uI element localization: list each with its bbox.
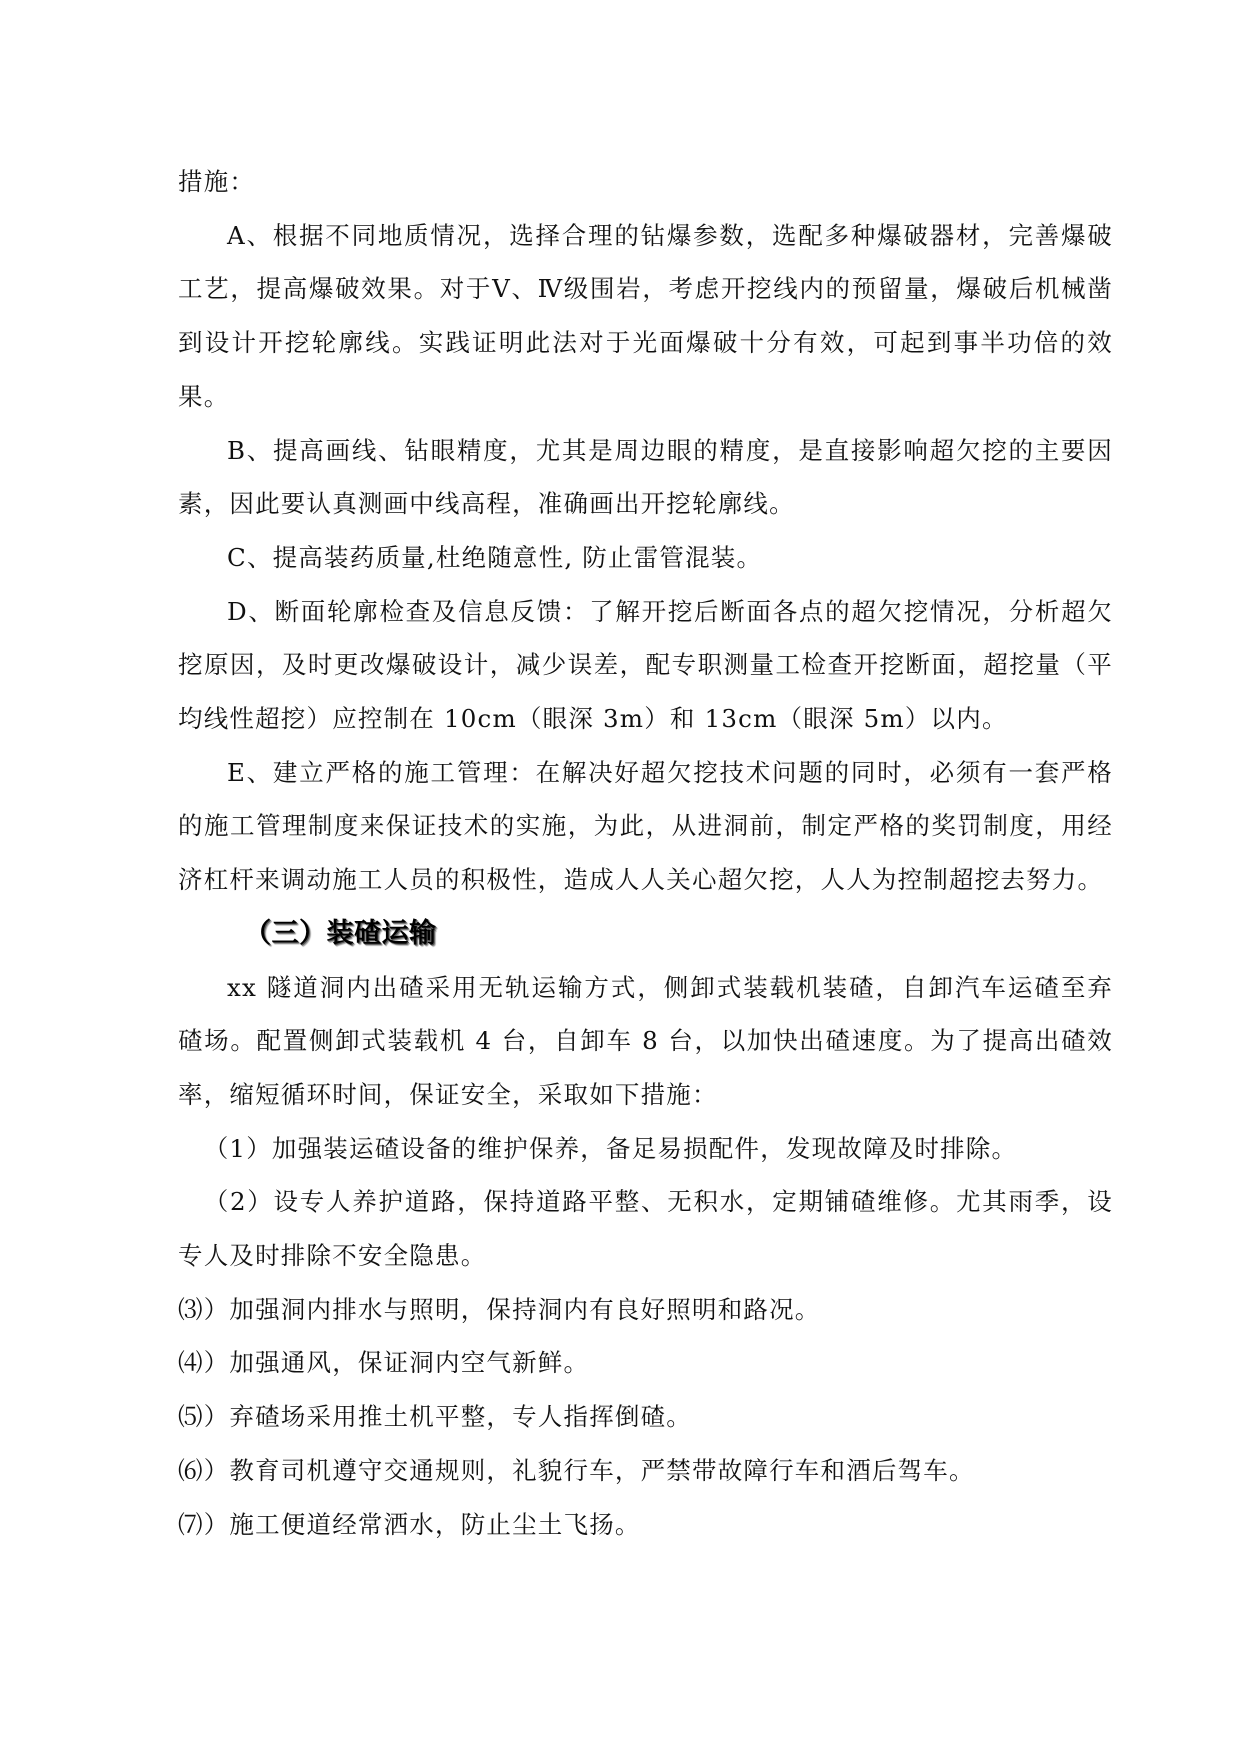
list-item-3: ⑶）加强洞内排水与照明，保持洞内有良好照明和路况。 — [178, 1294, 821, 1324]
list-item-2: （2）设专人养护道路，保持道路平整、无积水，定期铺碴维修。尤其雨季，设专人及时排除不安全隐患。 — [178, 1187, 1113, 1271]
measure-a-paragraph: A、根据不同地质情况，选择合理的钻爆参数，选配多种爆破器材，完善爆破工艺，提高爆破效果。对于Ⅴ、Ⅳ级围岩，考虑开挖线内的预留量，爆破后机械凿到设计开挖轮廓线。实践证明此法对于光面爆破十分有效，可起到事半功倍的效果。 — [178, 220, 1113, 411]
measure-c-paragraph: C、提高装药质量,杜绝随意性, 防止雷管混装。 — [227, 542, 763, 572]
measures-intro: 措施： — [178, 167, 256, 196]
section-heading-mucking-transport: （三）装碴运输 — [244, 917, 437, 949]
list-item-4: ⑷）加强通风，保证洞内空气新鲜。 — [178, 1348, 590, 1378]
section-intro-paragraph: xx 隧道洞内出碴采用无轨运输方式，侧卸式装载机装碴，自卸汽车运碴至弃碴场。配置侧卸式装载机 4 台，自卸车 8 台，以加快出碴速度。为了提高出碴效率，缩短循环时间，保证安全，采取如下措施： — [178, 972, 1113, 1109]
list-item-6: ⑹）教育司机遵守交通规则，礼貌行车，严禁带故障行车和酒后驾车。 — [178, 1455, 975, 1485]
document-body — [178, 155, 1113, 1551]
list-item-1: （1）加强装运碴设备的维护保养，备足易损配件，发现故障及时排除。 — [203, 1133, 1018, 1163]
list-item-7: ⑺）施工便道经常洒水，防止尘土飞扬。 — [178, 1509, 641, 1539]
measure-d-paragraph: D、断面轮廓检查及信息反馈：了解开挖后断面各点的超欠挖情况，分析超欠挖原因，及时更改爆破设计，减少误差，配专职测量工检查开挖断面，超挖量（平均线性超挖）应控制在 10cm（眼深 3m）和 13cm（眼深 5m）以内。 — [178, 596, 1113, 734]
measure-e-paragraph: E、建立严格的施工管理：在解决好超欠挖技术问题的同时，必须有一套严格的施工管理制度来保证技术的实施，为此，从进洞前，制定严格的奖罚制度，用经济杠杆来调动施工人员的积极性，造成人人关心超欠挖，人人为控制超挖去努力。 — [178, 757, 1113, 895]
measure-b-paragraph: B、提高画线、钻眼精度，尤其是周边眼的精度，是直接影响超欠挖的主要因素，因此要认真测画中线高程，准确画出开挖轮廓线。 — [178, 435, 1113, 519]
list-item-5: ⑸）弃碴场采用推土机平整，专人指挥倒碴。 — [178, 1402, 692, 1432]
